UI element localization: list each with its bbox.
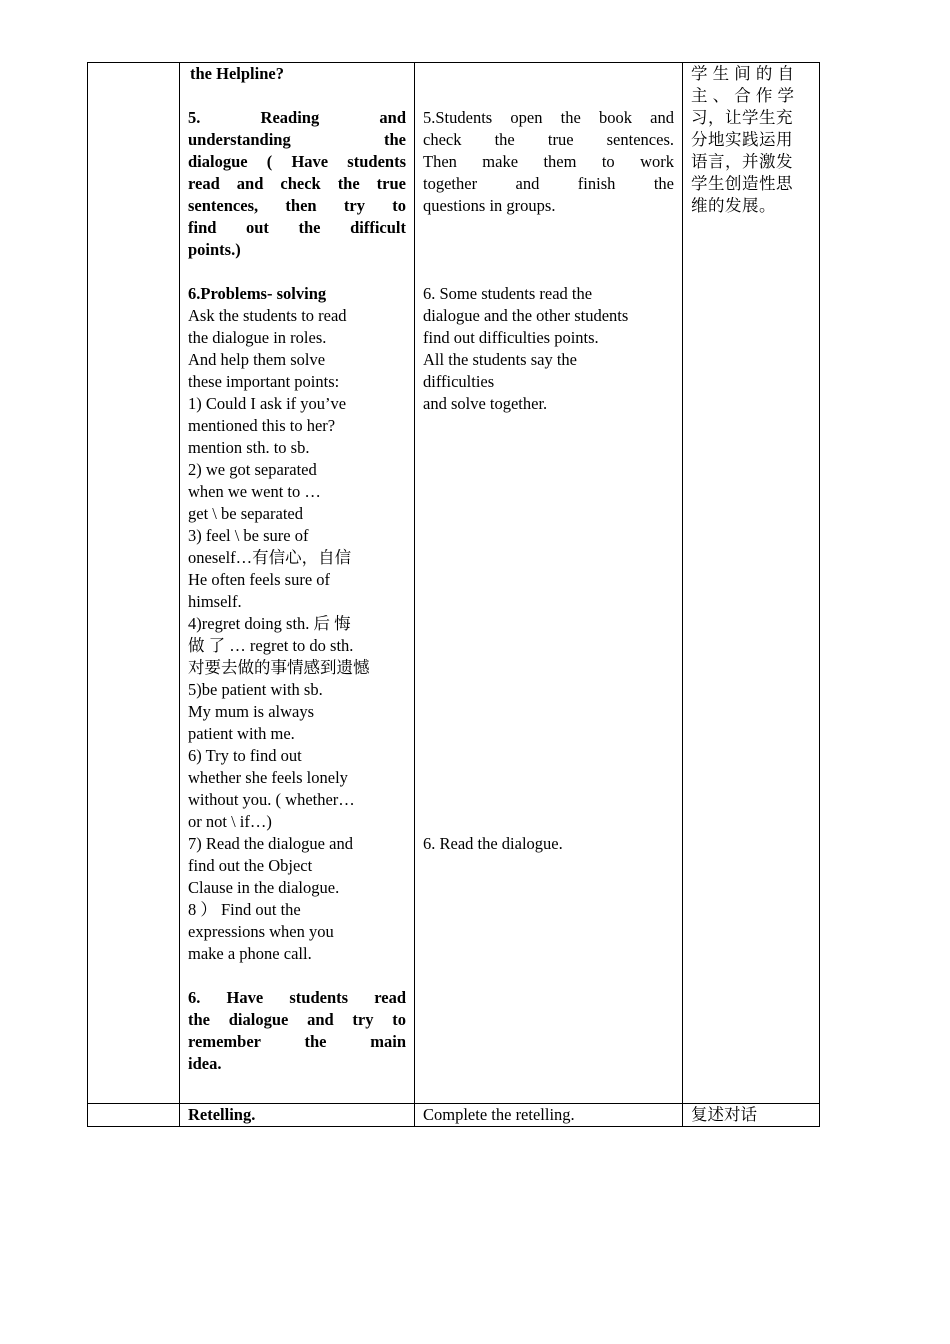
teacher-procedure-cell xyxy=(180,63,415,1104)
step6-line: Clause in the dialogue. xyxy=(188,878,340,897)
a5-line: Then make them to work xyxy=(423,152,674,171)
a6-line: 6. Some students read the xyxy=(423,284,593,303)
purpose-line: 语言，并激发 xyxy=(691,152,793,171)
purpose-cell xyxy=(683,63,820,1104)
stage-cell-empty xyxy=(88,63,180,1104)
step5-line: dialogue ( Have students xyxy=(188,152,406,171)
step6-line: or not \ if…) xyxy=(188,812,272,831)
step6-line: make a phone call. xyxy=(188,944,312,963)
step6-line: 对要去做的事情感到遗憾 xyxy=(188,658,370,677)
step6-line: Ask the students to read xyxy=(188,306,347,325)
step6-line: the dialogue in roles. xyxy=(188,328,327,347)
step6-line: mention sth. to sb. xyxy=(188,438,310,457)
a5-line: check the true sentences. xyxy=(423,130,674,149)
step6-line: 7) Read the dialogue and xyxy=(188,834,353,853)
activity5-block xyxy=(423,107,674,217)
a5-line: together and finish the xyxy=(423,174,674,193)
step6-line: 6) Try to find out xyxy=(188,746,302,765)
retell-activity-cell: Complete the retelling. xyxy=(415,1104,683,1127)
a6-line: difficulties xyxy=(423,372,495,391)
step6-line: get \ be separated xyxy=(188,504,303,523)
a6-line: All the students say the xyxy=(423,350,577,369)
step6-problems-block xyxy=(188,305,406,965)
step6b-line: idea. xyxy=(188,1054,222,1073)
step6-line: 3) feel \ be sure of xyxy=(188,526,309,545)
step5-reading-block xyxy=(188,107,406,261)
step6-line: 5)be patient with sb. xyxy=(188,680,323,699)
purpose-line: 学 生 间 的 自 xyxy=(691,64,795,83)
activity6-block xyxy=(423,283,674,415)
step6-line: 8 ） Find out the xyxy=(188,900,301,919)
step6-line: without you. ( whether… xyxy=(188,790,355,809)
purpose-line: 习，让学生充 xyxy=(691,108,793,127)
step5-line: sentences, then try to xyxy=(188,196,406,215)
step6b-line: the dialogue and try to xyxy=(188,1010,406,1029)
step6-line: And help them solve xyxy=(188,350,326,369)
step6-line: mentioned this to her? xyxy=(188,416,336,435)
lesson-plan-document xyxy=(87,62,819,1127)
step6-line: find out the Object xyxy=(188,856,313,875)
a5-line: questions in groups. xyxy=(423,196,556,215)
retell-purpose-cell: 复述对话 xyxy=(683,1104,820,1127)
purpose-line: 维的发展。 xyxy=(691,196,776,215)
intro-tail-text: the Helpline? xyxy=(190,64,284,83)
step5-line: understanding the xyxy=(188,130,406,149)
table-row-retelling xyxy=(88,1104,820,1127)
step6-line: when we went to … xyxy=(188,482,321,501)
step6-heading: 6.Problems- solving xyxy=(188,284,327,303)
step6-line: 1) Could I ask if you’ve xyxy=(188,394,347,413)
purpose-line: 主 、 合 作 学 xyxy=(691,86,795,105)
step6-line: 做 了 … regret to do sth. xyxy=(188,636,354,655)
step5-line: read and check the true xyxy=(188,174,406,193)
step6-line: patient with me. xyxy=(188,724,295,743)
activity6-read-text: 6. Read the dialogue. xyxy=(423,834,563,853)
purpose-line: 学生创造性思 xyxy=(691,174,793,193)
step6-line: expressions when you xyxy=(188,922,334,941)
step5-line: 5. Reading and xyxy=(188,108,406,127)
step5-line: find out the difficult xyxy=(188,218,406,237)
purpose-block xyxy=(691,63,811,217)
step6-line: himself. xyxy=(188,592,242,611)
purpose-line: 分地实践运用 xyxy=(691,130,793,149)
step6-line: oneself…有信心，自信 xyxy=(188,548,352,567)
step6-line: these important points: xyxy=(188,372,340,391)
table-row-main xyxy=(88,63,820,1104)
a6-line: dialogue and the other students xyxy=(423,306,629,325)
student-activity-cell xyxy=(415,63,683,1104)
step6-retell-idea-block xyxy=(188,987,406,1075)
a6-line: find out difficulties points. xyxy=(423,328,599,347)
lesson-plan-table xyxy=(87,62,820,1127)
retell-procedure-cell: Retelling. xyxy=(180,1104,415,1127)
step6-line: He often feels sure of xyxy=(188,570,331,589)
step6b-line: 6. Have students read xyxy=(188,988,406,1007)
step6-line: 4)regret doing sth. 后 悔 xyxy=(188,614,351,633)
a6-line: and solve together. xyxy=(423,394,548,413)
a5-line: 5.Students open the book and xyxy=(423,108,674,127)
retell-stage-cell-empty xyxy=(88,1104,180,1127)
step6b-line: remember the main xyxy=(188,1032,406,1051)
step6-line: 2) we got separated xyxy=(188,460,317,479)
step6-line: My mum is always xyxy=(188,702,315,721)
step5-line: points.) xyxy=(188,240,241,259)
step6-line: whether she feels lonely xyxy=(188,768,348,787)
